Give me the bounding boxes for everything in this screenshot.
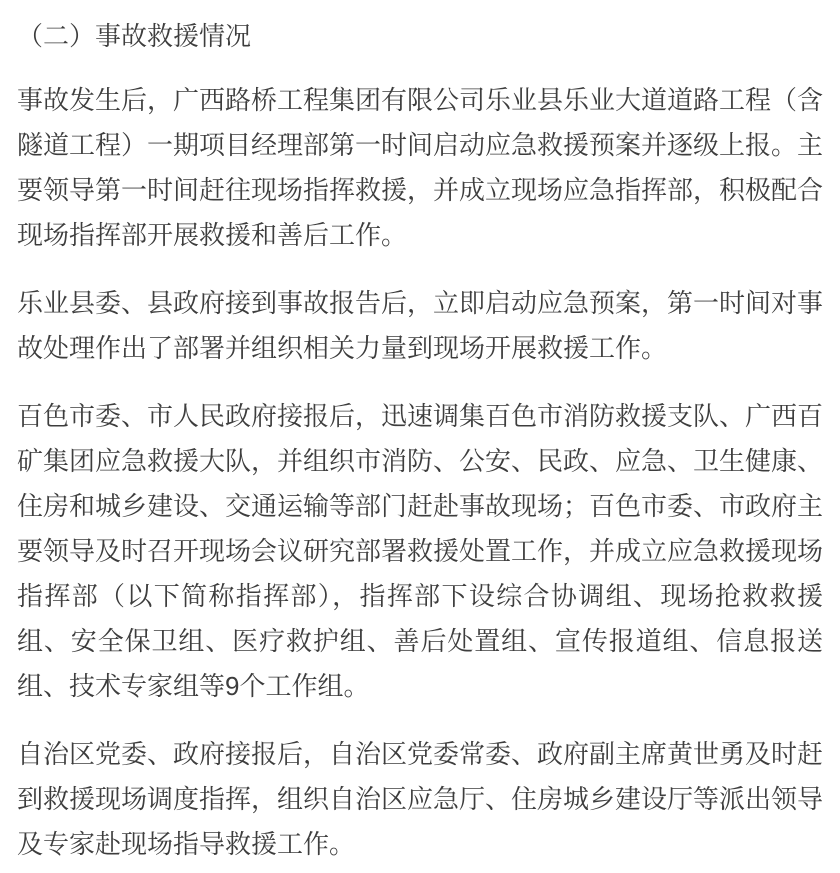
paragraph-region-response: 自治区党委、政府接报后，自治区党委常委、政府副主席黄世勇及时赶到救援现场调度指挥，组织自治区应急厅、住房城乡建设厅等派出领导及专家赴现场指导救援工作。 — [17, 739, 824, 859]
section-heading: （二）事故救援情况 — [17, 21, 252, 51]
paragraph-rescue-launch: 事故发生后，广西路桥工程集团有限公司乐业县乐业大道道路工程（含隧道工程）一期项目经理部第一时间启动应急救援预案并逐级上报。主要领导第一时间赶往现场指挥救援，并成立现场应急指挥部，积极配合现场指挥部开展救援和善后工作。 — [17, 85, 824, 250]
paragraph-county-response: 乐业县委、县政府接到事故报告后，立即启动应急预案，第一时间对事故处理作出了部署并组织相关力量到现场开展救援工作。 — [17, 288, 824, 363]
paragraph-city-response: 百色市委、市人民政府接报后，迅速调集百色市消防救援支队、广西百矿集团应急救援大队，并组织市消防、公安、民政、应急、卫生健康、住房和城乡建设、交通运输等部门赶赴事故现场；百色市委、市政府主要领导及时召开现场会议研究部署救援处置工作，并成立应急救援现场指挥部（以下简称指挥部），指挥部下设综合协调组、现场抢救救援组、安全保卫组、医疗救护组、善后处置组、宣传报道组、信息报送组、技术专家组等9个工作组。 — [17, 401, 824, 701]
